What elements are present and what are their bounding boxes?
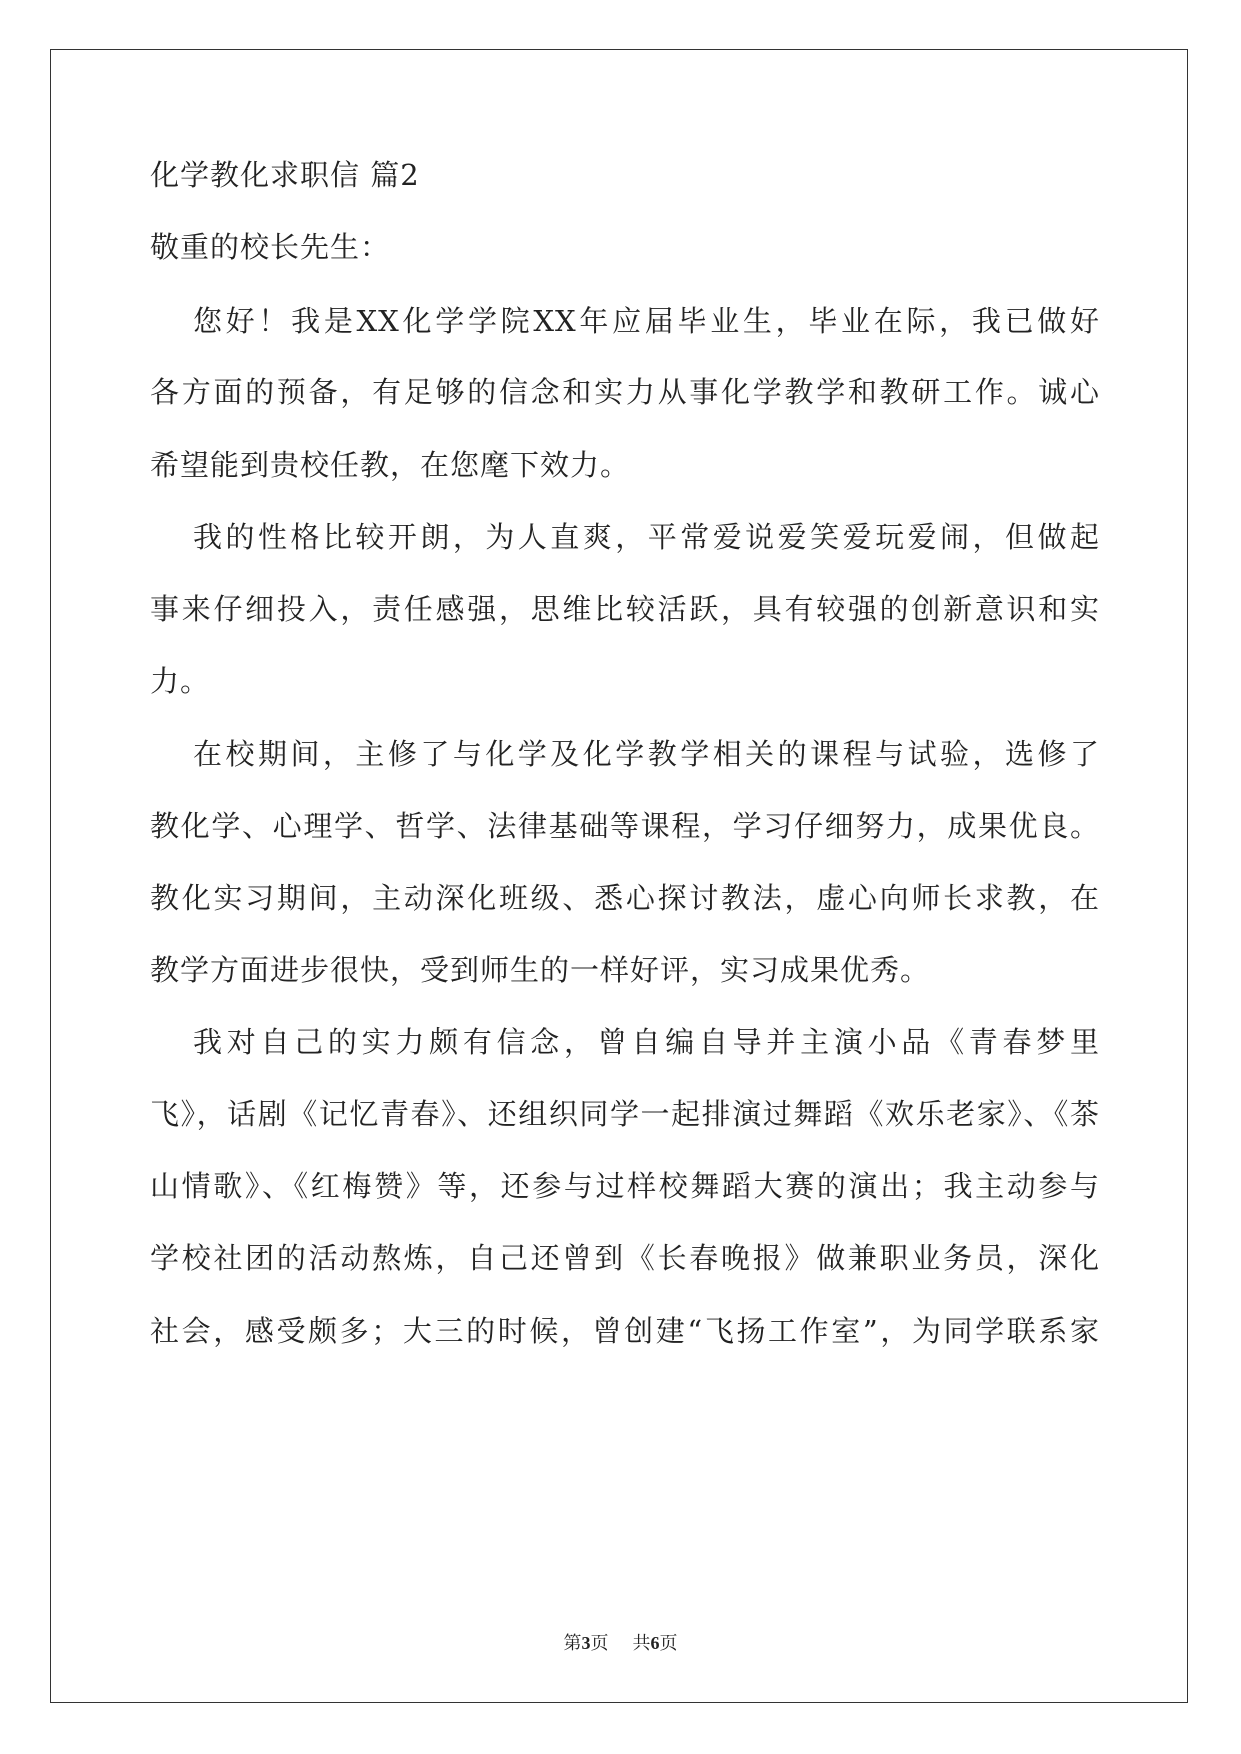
total-prefix: 共	[632, 1633, 651, 1654]
page-prefix: 第	[563, 1633, 582, 1654]
salutation: 敬重的校长先生：	[150, 230, 391, 264]
total-suffix: 页	[659, 1633, 678, 1654]
section-title: 化学教化求职信 篇2	[150, 158, 420, 192]
paragraph-3-line-4: 教学方面进步很快，受到师生的一样好评，实习成果优秀。	[150, 953, 931, 987]
paragraph-1-line-3: 希望能到贵校任教，在您麾下效力。	[150, 448, 631, 482]
paragraph-2-line-1: 我的性格比较开朗，为人直爽，平常爱说爱笑爱玩爱闹，但做起	[193, 520, 1100, 554]
paragraph-4-line-5: 社会，感受颇多；大三的时候，曾创建“飞扬工作室”，为同学联系家	[150, 1314, 1100, 1348]
paragraph-4-line-4: 学校社团的活动熬炼，自己还曾到《长春晚报》做兼职业务员，深化	[150, 1241, 1100, 1275]
paragraph-2-line-3: 力。	[150, 664, 211, 698]
paragraph-4-line-2: 飞》，话剧《记忆青春》、还组织同学一起排演过舞蹈《欢乐老家》、《茶	[150, 1097, 1100, 1131]
paragraph-1-line-2: 各方面的预备，有足够的信念和实力从事化学教学和教研工作。诚心	[150, 375, 1100, 409]
page-border	[50, 49, 1188, 1703]
paragraph-3-line-2: 教化学、心理学、哲学、法律基础等课程，学习仔细努力，成果优良。	[150, 809, 1100, 843]
paragraph-2-line-2: 事来仔细投入，责任感强，思维比较活跃，具有较强的创新意识和实	[150, 592, 1100, 626]
page-suffix: 页	[590, 1633, 609, 1654]
paragraph-3-line-1: 在校期间，主修了与化学及化学教学相关的课程与试验，选修了	[193, 737, 1100, 771]
paragraph-3-line-3: 教化实习期间，主动深化班级、悉心探讨教法，虚心向师长求教，在	[150, 881, 1100, 915]
paragraph-1-line-1: 您好！我是XX化学学院XX年应届毕业生，毕业在际，我已做好	[193, 304, 1100, 338]
paragraph-4-line-3: 山情歌》、《红梅赞》等，还参与过样校舞蹈大赛的演出；我主动参与	[150, 1169, 1100, 1203]
page-footer	[0, 1631, 1241, 1656]
paragraph-4-line-1: 我对自己的实力颇有信念，曾自编自导并主演小品《青春梦里	[193, 1025, 1100, 1059]
page-current: 3	[581, 1633, 591, 1653]
page-total: 6	[650, 1633, 660, 1653]
